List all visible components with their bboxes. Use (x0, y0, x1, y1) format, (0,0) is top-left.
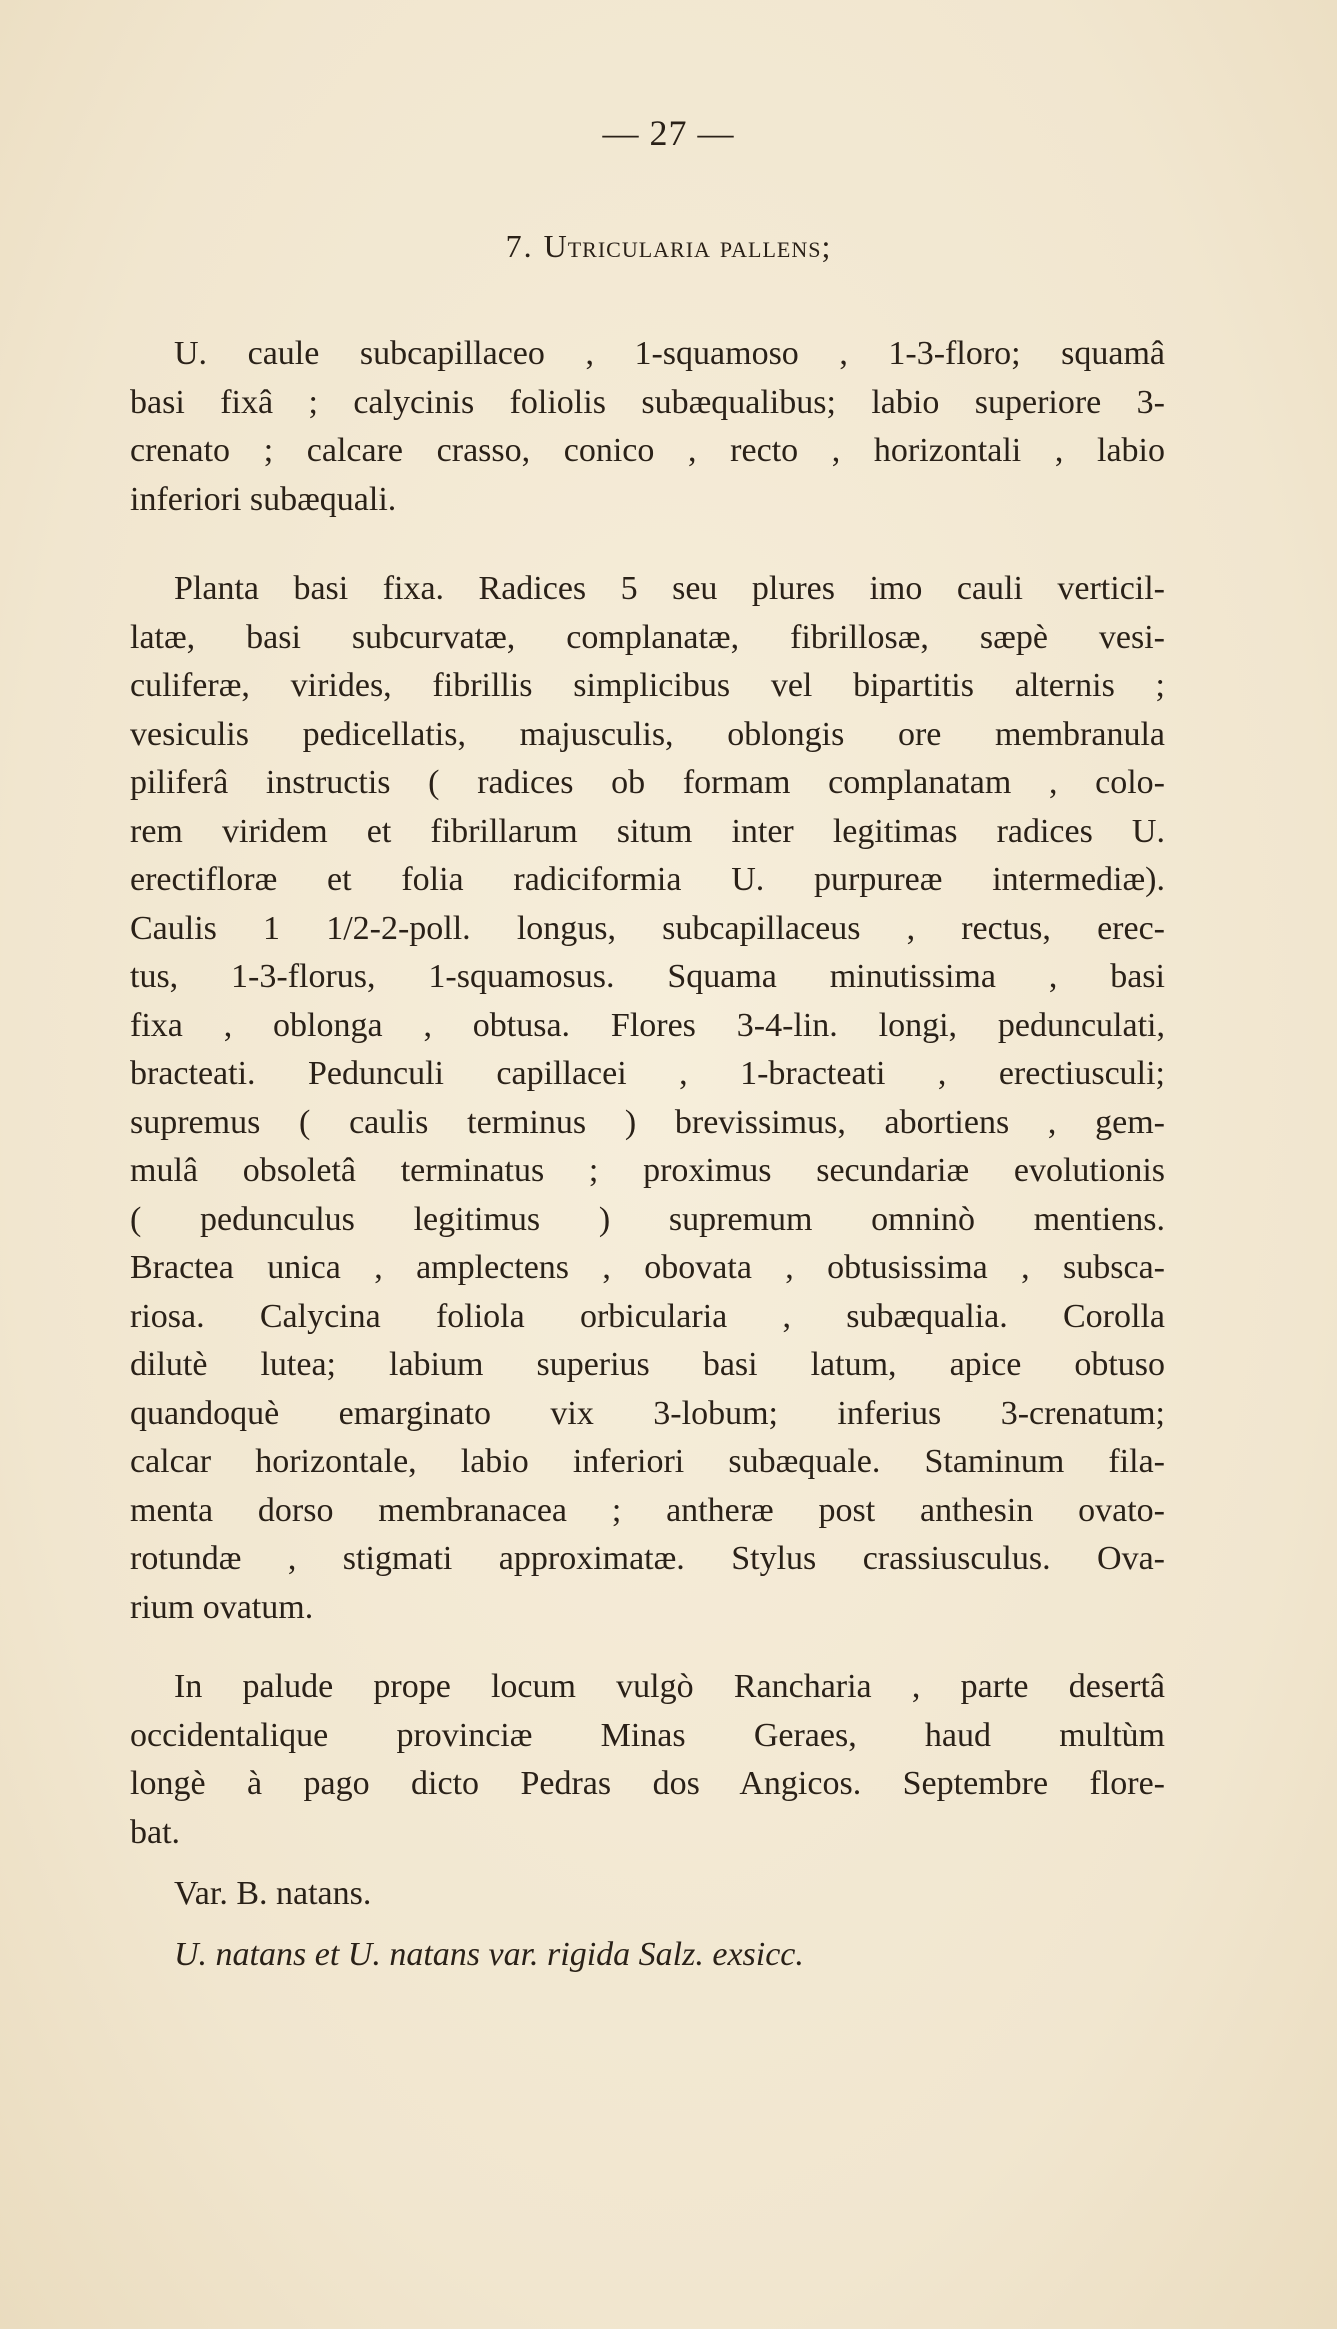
text-line: Caulis 1 1/2-2-poll. longus, subcapillaceus , rectus, erec- (130, 909, 1165, 947)
text-line: inferiori subæquali. (130, 480, 397, 518)
text-line: crenato ; calcare crasso, conico , recto , horizontali , labio (130, 432, 1165, 469)
text-line: ( pedunculus legitimus ) supremum omninò mentiens. (130, 1200, 1165, 1238)
text-line: occidentalique provinciæ Minas Geraes, haud multùm (130, 1716, 1165, 1754)
variety-synonyms: U. natans et U. natans var. rigida Salz. exsicc. (174, 1935, 804, 1973)
text-line: calcar horizontale, labio inferiori subæquale. Staminum fila- (130, 1443, 1165, 1480)
text-line: bat. (130, 1813, 181, 1851)
page-number: — 27 — (602, 113, 735, 153)
diagnosis-paragraph (130, 330, 1165, 524)
text-line: mulâ obsoletâ terminatus ; proximus secundariæ evolutionis (130, 1152, 1165, 1189)
text-line: tus, 1-3-florus, 1-squamosus. Squama minutissima , basi (130, 958, 1165, 995)
text-line: basi fixâ ; calycinis foliolis subæqualibus; labio superiore 3- (130, 383, 1165, 421)
habitat-paragraph (130, 1663, 1165, 1857)
text-line: U. caule subcapillaceo , 1-squamoso , 1-3-floro; squamâ (174, 335, 1165, 372)
text-line: bracteati. Pedunculi capillacei , 1-bracteati , erectiusculi; (130, 1055, 1165, 1092)
species-name: Utricularia pallens; (543, 228, 832, 264)
description-paragraph (130, 565, 1165, 1632)
text-line: culiferæ, virides, fibrillis simplicibus vel bipartitis alternis ; (130, 667, 1165, 704)
text-line: Bractea unica , amplectens , obovata , obtusissima , subsca- (130, 1249, 1165, 1286)
text-line: dilutè lutea; labium superius basi latum, apice obtuso (130, 1346, 1165, 1383)
variety-label: Var. B. natans. (174, 1875, 372, 1912)
text-line: piliferâ instructis ( radices ob formam complanatam , colo- (130, 764, 1165, 801)
text-line: latæ, basi subcurvatæ, complanatæ, fibrillosæ, sæpè vesi- (130, 618, 1165, 656)
text-line: longè à pago dicto Pedras dos Angicos. Septembre flore- (130, 1765, 1165, 1802)
text-line: rem viridem et fibrillarum situm inter legitimas radices U. (130, 812, 1165, 850)
text-line: rium ovatum. (130, 1588, 314, 1626)
text-line: In palude prope locum vulgò Rancharia , parte desertâ (174, 1668, 1165, 1705)
text-line: menta dorso membranacea ; antheræ post anthesin ovato- (130, 1491, 1165, 1529)
text-line: riosa. Calycina foliola orbicularia , subæqualia. Corolla (130, 1297, 1165, 1335)
text-line: supremus ( caulis terminus ) brevissimus, abortiens , gem- (130, 1103, 1165, 1141)
text-line: vesiculis pedicellatis, majusculis, oblongis ore membranula (130, 715, 1165, 753)
text-line: Planta basi fixa. Radices 5 seu plures imo cauli verticil- (174, 570, 1165, 607)
text-line: fixa , oblonga , obtusa. Flores 3-4-lin. longi, pedunculati, (130, 1006, 1165, 1044)
text-line: quandoquè emarginato vix 3-lobum; inferius 3-crenatum; (130, 1394, 1165, 1432)
text-line: erectifloræ et folia radiciformia U. purpureæ intermediæ). (130, 861, 1165, 898)
variety-section (130, 1870, 1165, 1979)
species-title (0, 228, 1337, 265)
species-number: 7. (505, 228, 534, 264)
text-line: rotundæ , stigmati approximatæ. Stylus crassiusculus. Ova- (130, 1540, 1165, 1577)
